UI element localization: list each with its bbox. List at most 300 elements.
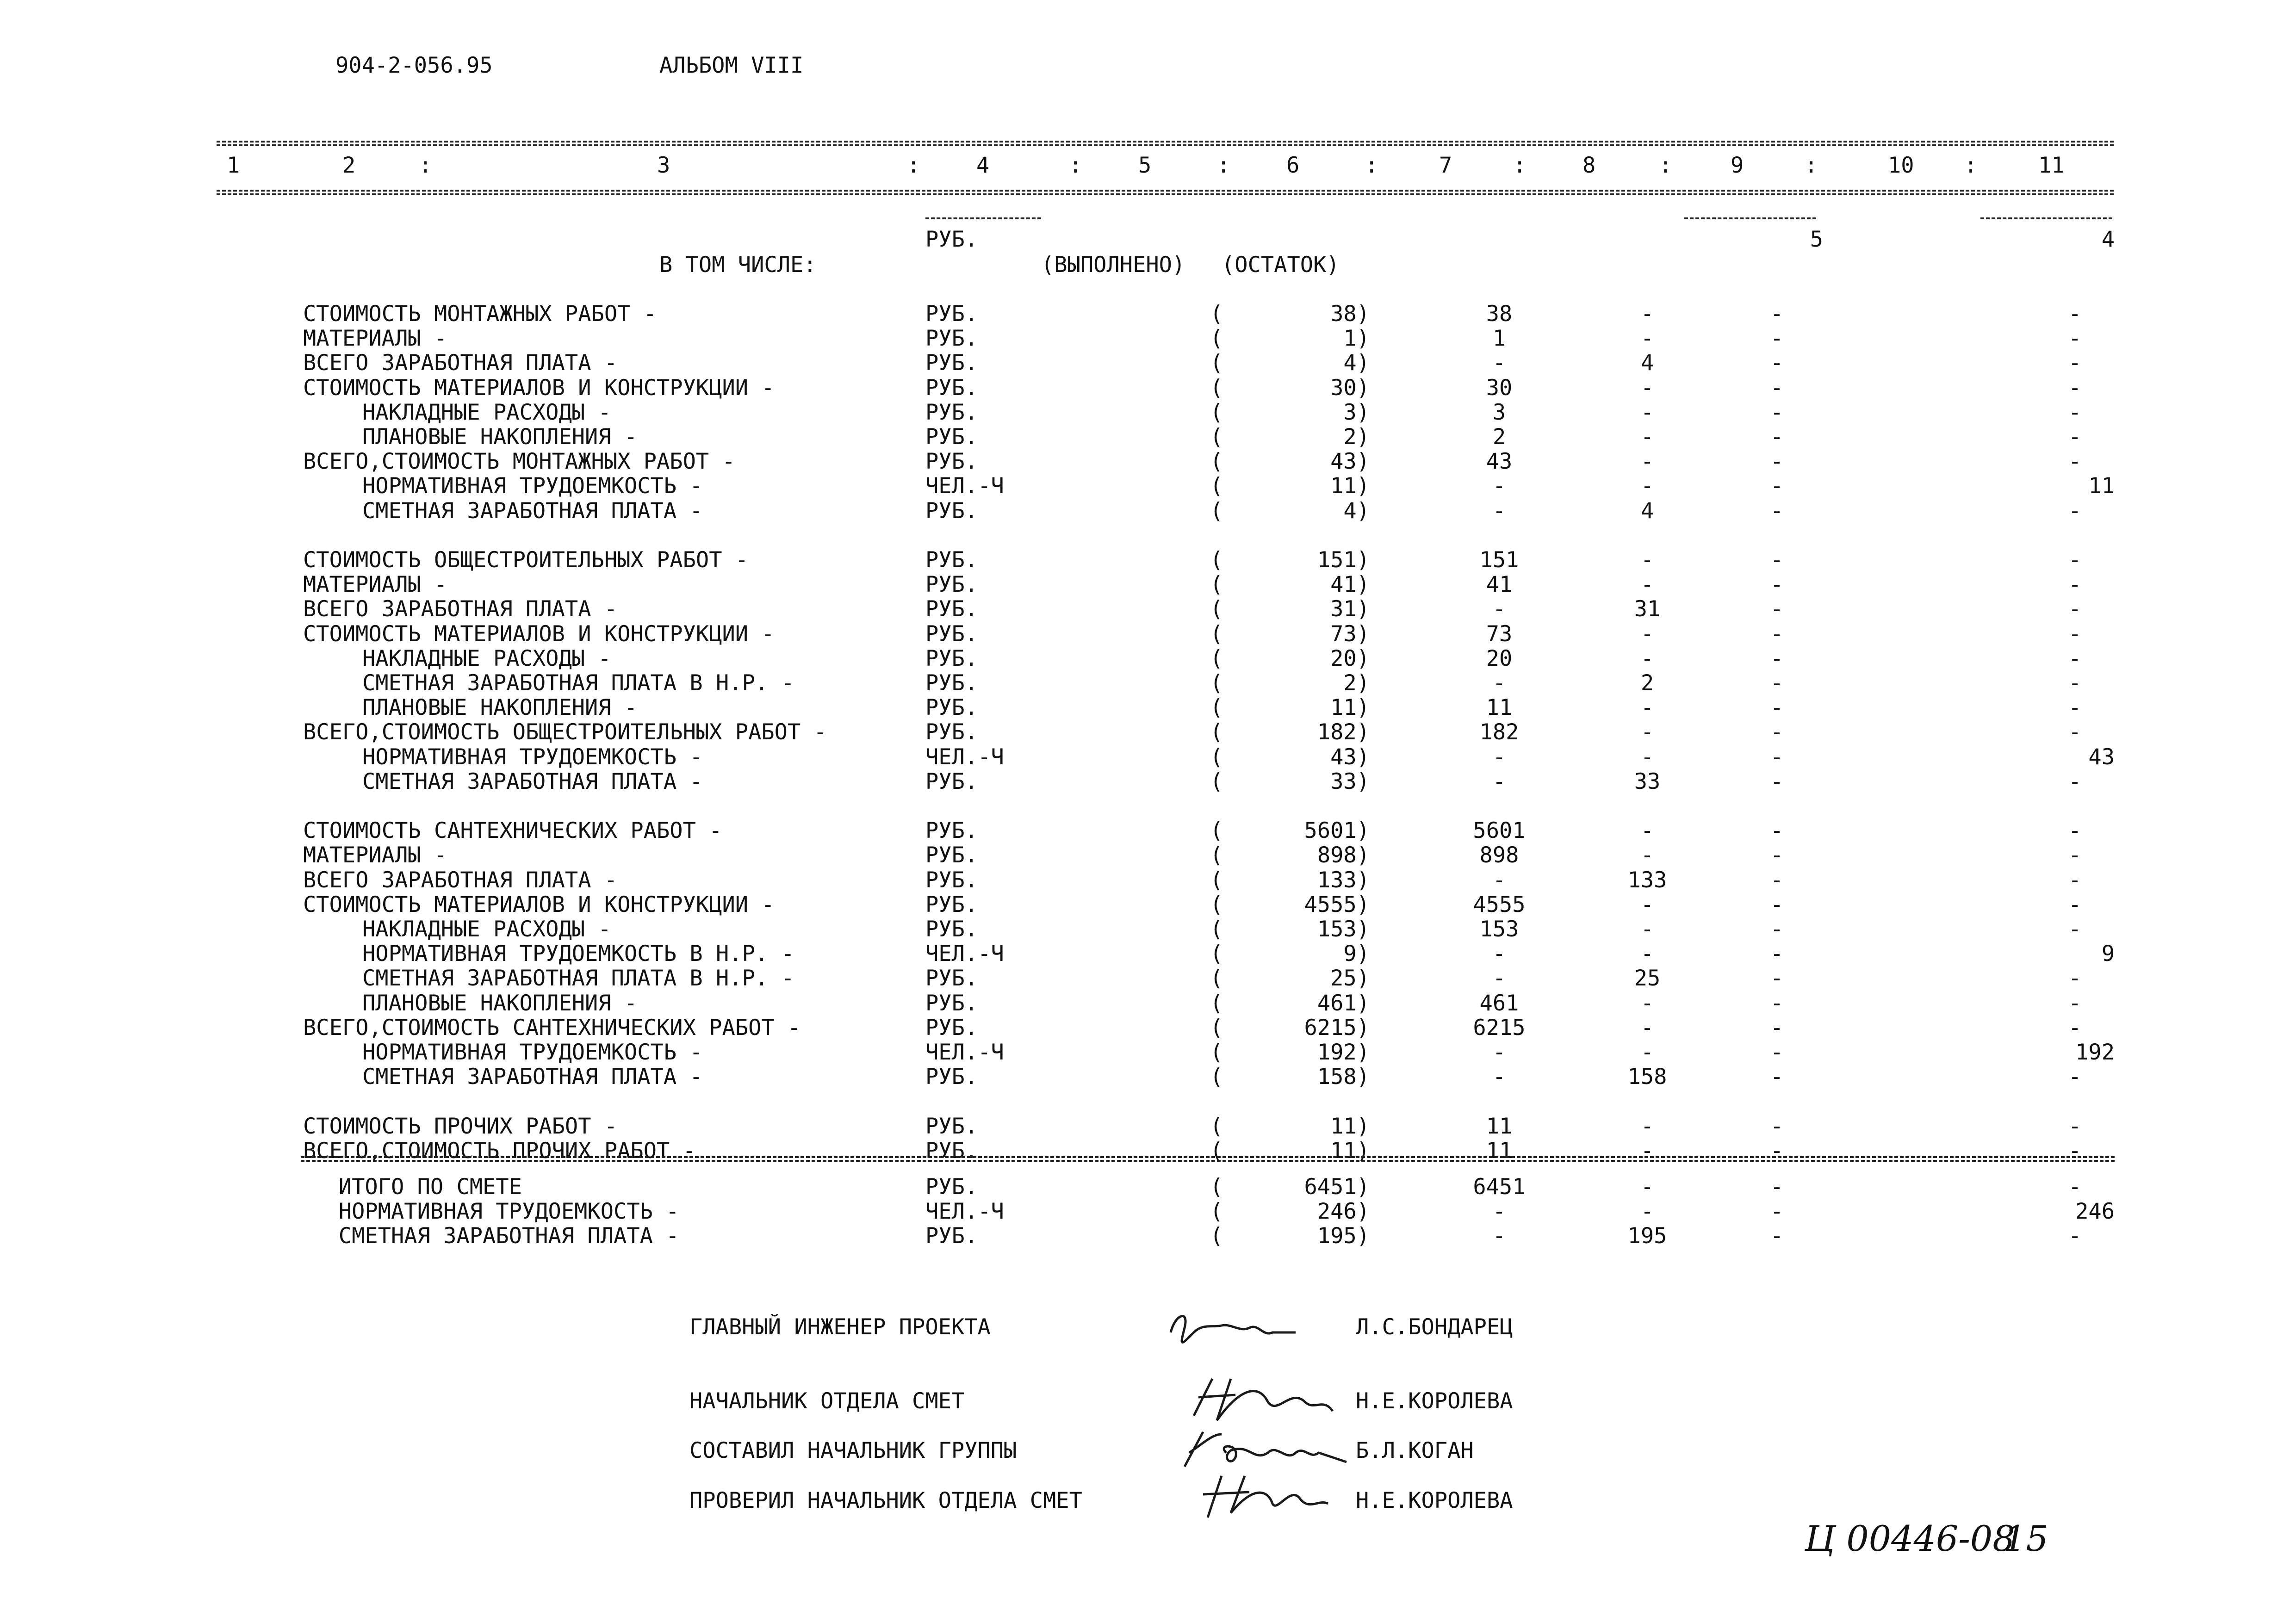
short-rule-col4 [925, 217, 1041, 219]
row-value-col8: 31 [1634, 596, 1661, 622]
column-number: 3 [657, 153, 670, 178]
row-value-col6: 246) [1317, 1199, 1370, 1225]
row-value-col7: 11 [1486, 695, 1513, 721]
row-value-col11: - [2068, 621, 2082, 647]
row-value-col7: 5601 [1473, 818, 1526, 844]
row-value-col11: - [2068, 547, 2082, 573]
row-bracket: ( [1210, 596, 1223, 622]
row-unit: РУБ. [925, 917, 978, 942]
row-name: ПЛАНОВЫЕ НАКОПЛЕНИЯ - [362, 990, 638, 1016]
row-name: ВСЕГО,СТОИМОСТЬ САНТЕХНИЧЕСКИХ РАБОТ - [303, 1015, 801, 1041]
row-value-col7: 4555 [1473, 892, 1526, 917]
column-separator: : [1659, 153, 1672, 178]
row-unit: РУБ. [925, 375, 978, 401]
row-value-col11: - [2068, 842, 2082, 868]
row-value-col8: - [1640, 399, 1654, 425]
signature-name: Н.Е.КОРОЛЕВА [1356, 1488, 1513, 1513]
row-name: ВСЕГО ЗАРАБОТНАЯ ПЛАТА - [303, 596, 618, 622]
row-value-col6: 43) [1330, 744, 1370, 770]
row-value-col7: - [1492, 768, 1506, 794]
row-value-col8: - [1640, 621, 1654, 647]
signature-koroleva-1 [1185, 1369, 1342, 1430]
row-value-col8: 4 [1640, 498, 1654, 524]
row-value-col11: - [2068, 867, 2082, 893]
top-unit: РУБ. [925, 227, 978, 252]
row-value-col9: - [1770, 1113, 1784, 1139]
row-value-col8: - [1640, 1138, 1654, 1164]
row-value-col8: 4 [1640, 350, 1654, 376]
column-number: 6 [1286, 153, 1300, 178]
row-bracket: ( [1210, 695, 1223, 721]
row-value-col7: 461 [1479, 990, 1519, 1016]
row-bracket: ( [1210, 1113, 1223, 1139]
row-unit: РУБ. [925, 1064, 978, 1090]
row-value-col11: - [2068, 498, 2082, 524]
row-unit: РУБ. [925, 1113, 978, 1139]
column-separator: : [1964, 153, 1978, 178]
row-value-col7: - [1492, 670, 1506, 696]
row-value-col8: 133 [1627, 867, 1667, 893]
row-name: МАТЕРИАЛЫ - [303, 842, 447, 868]
signature-koroleva-2 [1194, 1467, 1333, 1531]
row-unit: РУБ. [925, 596, 978, 622]
row-value-col7: 11 [1486, 1138, 1513, 1164]
row-value-col6: 192) [1317, 1040, 1370, 1065]
row-value-col7: 6215 [1473, 1015, 1526, 1041]
row-name: ВСЕГО,СТОИМОСТЬ МОНТАЖНЫХ РАБОТ - [303, 449, 735, 475]
row-bracket: ( [1210, 768, 1223, 794]
row-bracket: ( [1210, 818, 1223, 844]
row-value-col8: 25 [1634, 966, 1661, 991]
row-value-col6: 25) [1330, 966, 1370, 991]
row-value-col6: 30) [1330, 375, 1370, 401]
row-value-col11: - [2068, 375, 2082, 401]
top-value-col9: 5 [1810, 227, 1823, 252]
row-value-col11: - [2068, 768, 2082, 794]
row-bracket: ( [1210, 1223, 1223, 1249]
short-rule-col9 [1684, 217, 1816, 219]
column-number: 8 [1582, 153, 1596, 178]
row-value-col8: - [1640, 917, 1654, 942]
row-value-col9: - [1770, 941, 1784, 967]
column-separator: : [1365, 153, 1378, 178]
column-number: 2 [342, 153, 356, 178]
row-value-col8: - [1640, 892, 1654, 917]
row-unit: РУБ. [925, 719, 978, 745]
row-unit: РУБ. [925, 842, 978, 868]
row-value-col7: 6451 [1473, 1174, 1526, 1200]
row-value-col7: 20 [1486, 645, 1513, 671]
row-value-col6: 38) [1330, 301, 1370, 327]
row-value-col8: - [1640, 744, 1654, 770]
row-value-col8: - [1640, 941, 1654, 967]
signature-bondarets [1161, 1300, 1300, 1356]
subheader-rest: (ОСТАТОК) [1222, 252, 1340, 278]
short-rule-col11 [1980, 217, 2112, 219]
row-value-col11: - [2068, 892, 2082, 917]
row-name: НАКЛАДНЫЕ РАСХОДЫ - [362, 399, 611, 425]
row-value-col8: 195 [1627, 1223, 1667, 1249]
row-unit: РУБ. [925, 645, 978, 671]
row-value-col9: - [1770, 399, 1784, 425]
row-value-col8: - [1640, 572, 1654, 598]
row-value-col9: - [1770, 917, 1784, 942]
subheader-done: (ВЫПОЛНЕНО) [1041, 252, 1185, 278]
row-unit: ЧЕЛ.-Ч [925, 744, 1004, 770]
row-bracket: ( [1210, 1138, 1223, 1164]
column-separator: : [419, 153, 432, 178]
row-value-col8: - [1640, 473, 1654, 499]
row-value-col9: - [1770, 695, 1784, 721]
row-value-col11: - [2068, 818, 2082, 844]
row-value-col9: - [1770, 867, 1784, 893]
row-name: НОРМАТИВНАЯ ТРУДОЕМКОСТЬ - [362, 1040, 703, 1065]
document-code: 904-2-056.95 [335, 53, 493, 78]
row-value-col11: - [2068, 301, 2082, 327]
row-bracket: ( [1210, 1064, 1223, 1090]
row-value-col6: 41) [1330, 572, 1370, 598]
row-name: СМЕТНАЯ ЗАРАБОТНАЯ ПЛАТА - [362, 498, 703, 524]
row-unit: РУБ. [925, 670, 978, 696]
row-value-col9: - [1770, 719, 1784, 745]
row-unit: РУБ. [925, 498, 978, 524]
row-value-col11: - [2068, 399, 2082, 425]
row-value-col8: - [1640, 1040, 1654, 1065]
row-value-col6: 6215) [1304, 1015, 1370, 1041]
row-value-col7: - [1492, 1223, 1506, 1249]
row-value-col7: 898 [1479, 842, 1519, 868]
row-value-col6: 3) [1343, 399, 1370, 425]
row-name: ПЛАНОВЫЕ НАКОПЛЕНИЯ - [362, 424, 638, 450]
row-value-col9: - [1770, 670, 1784, 696]
row-value-col7: - [1492, 350, 1506, 376]
row-value-col9: - [1770, 498, 1784, 524]
row-value-col6: 73) [1330, 621, 1370, 647]
row-value-col11: 43 [2088, 744, 2115, 770]
totals-separator [301, 1160, 2115, 1162]
row-value-col8: - [1640, 449, 1654, 475]
row-bracket: ( [1210, 449, 1223, 475]
row-unit: РУБ. [925, 867, 978, 893]
row-value-col9: - [1770, 1040, 1784, 1065]
row-name: СТОИМОСТЬ МАТЕРИАЛОВ И КОНСТРУКЦИИ - [303, 621, 775, 647]
row-value-col11: - [2068, 695, 2082, 721]
column-separator: : [1217, 153, 1230, 178]
row-value-col6: 33) [1330, 768, 1370, 794]
album-label: АЛЬБОМ VIII [659, 53, 804, 78]
column-number: 10 [1888, 153, 1914, 178]
row-value-col8: - [1640, 301, 1654, 327]
row-value-col8: 2 [1640, 670, 1654, 696]
row-name: СМЕТНАЯ ЗАРАБОТНАЯ ПЛАТА В Н.Р. - [362, 966, 794, 991]
row-value-col8: - [1640, 645, 1654, 671]
signature-name: Б.Л.КОГАН [1356, 1438, 1474, 1463]
row-bracket: ( [1210, 498, 1223, 524]
row-name: СТОИМОСТЬ МОНТАЖНЫХ РАБОТ - [303, 301, 657, 327]
row-value-col7: 1 [1492, 326, 1506, 352]
header-bottom-rule-2 [217, 193, 2114, 195]
row-name: ВСЕГО ЗАРАБОТНАЯ ПЛАТА - [303, 867, 618, 893]
row-value-col6: 2) [1343, 670, 1370, 696]
signature-role: ПРОВЕРИЛ НАЧАЛЬНИК ОТДЕЛА СМЕТ [689, 1488, 1082, 1513]
row-unit: РУБ. [925, 892, 978, 917]
row-name: МАТЕРИАЛЫ - [303, 326, 447, 352]
row-value-col8: - [1640, 375, 1654, 401]
row-value-col8: - [1640, 424, 1654, 450]
row-bracket: ( [1210, 867, 1223, 893]
row-name: ВСЕГО,СТОИМОСТЬ ОБЩЕСТРОИТЕЛЬНЫХ РАБОТ - [303, 719, 827, 745]
row-value-col6: 2) [1343, 424, 1370, 450]
row-name: СМЕТНАЯ ЗАРАБОТНАЯ ПЛАТА - [338, 1223, 679, 1249]
row-bracket: ( [1210, 621, 1223, 647]
row-value-col7: - [1492, 473, 1506, 499]
row-unit: РУБ. [925, 1174, 978, 1200]
row-value-col11: - [2068, 1138, 2082, 1164]
top-value-col11: 4 [2101, 227, 2115, 252]
row-value-col9: - [1770, 1223, 1784, 1249]
signature-role: СОСТАВИЛ НАЧАЛЬНИК ГРУППЫ [689, 1438, 1017, 1463]
handwritten-page: 15 [2004, 1518, 2048, 1559]
signature-name: Н.Е.КОРОЛЕВА [1356, 1388, 1513, 1414]
row-value-col7: - [1492, 941, 1506, 967]
row-value-col11: - [2068, 917, 2082, 942]
row-name: ВСЕГО ЗАРАБОТНАЯ ПЛАТА - [303, 350, 618, 376]
row-value-col7: - [1492, 744, 1506, 770]
row-value-col6: 898) [1317, 842, 1370, 868]
row-value-col11: - [2068, 966, 2082, 991]
row-value-col8: - [1640, 695, 1654, 721]
row-bracket: ( [1210, 966, 1223, 991]
row-value-col9: - [1770, 1138, 1784, 1164]
row-value-col7: - [1492, 1199, 1506, 1225]
row-value-col9: - [1770, 375, 1784, 401]
row-name: СТОИМОСТЬ САНТЕХНИЧЕСКИХ РАБОТ - [303, 818, 722, 844]
row-value-col6: 11) [1330, 473, 1370, 499]
column-separator: : [1513, 153, 1527, 178]
row-value-col6: 1) [1343, 326, 1370, 352]
handwritten-code: Ц 00446-08 [1805, 1518, 2015, 1559]
row-value-col6: 4) [1343, 498, 1370, 524]
signature-role: ГЛАВНЫЙ ИНЖЕНЕР ПРОЕКТА [689, 1314, 991, 1340]
column-number: 11 [2038, 153, 2065, 178]
row-value-col8: - [1640, 842, 1654, 868]
column-number: 7 [1439, 153, 1452, 178]
row-value-col9: - [1770, 990, 1784, 1016]
row-value-col11: - [2068, 449, 2082, 475]
row-value-col11: - [2068, 326, 2082, 352]
row-name: СМЕТНАЯ ЗАРАБОТНАЯ ПЛАТА - [362, 1064, 703, 1090]
row-bracket: ( [1210, 350, 1223, 376]
row-value-col7: - [1492, 1064, 1506, 1090]
row-bracket: ( [1210, 301, 1223, 327]
row-bracket: ( [1210, 719, 1223, 745]
row-value-col8: - [1640, 990, 1654, 1016]
row-unit: РУБ. [925, 966, 978, 991]
row-value-col11: - [2068, 670, 2082, 696]
row-value-col9: - [1770, 1199, 1784, 1225]
row-name: СМЕТНАЯ ЗАРАБОТНАЯ ПЛАТА В Н.Р. - [362, 670, 794, 696]
row-value-col7: 41 [1486, 572, 1513, 598]
row-value-col7: 38 [1486, 301, 1513, 327]
row-name: ПЛАНОВЫЕ НАКОПЛЕНИЯ - [362, 695, 638, 721]
row-name: СТОИМОСТЬ МАТЕРИАЛОВ И КОНСТРУКЦИИ - [303, 375, 775, 401]
row-bracket: ( [1210, 399, 1223, 425]
row-bracket: ( [1210, 572, 1223, 598]
row-value-col8: - [1640, 547, 1654, 573]
row-unit: ЧЕЛ.-Ч [925, 941, 1004, 967]
row-value-col7: 182 [1479, 719, 1519, 745]
row-value-col6: 153) [1317, 917, 1370, 942]
row-value-col9: - [1770, 1064, 1784, 1090]
row-value-col8: - [1640, 1113, 1654, 1139]
header-bottom-rule [217, 190, 2114, 192]
row-value-col9: - [1770, 768, 1784, 794]
row-bracket: ( [1210, 892, 1223, 917]
row-value-col11: 246 [2075, 1199, 2115, 1225]
row-value-col9: - [1770, 424, 1784, 450]
row-name: НОРМАТИВНАЯ ТРУДОЕМКОСТЬ В Н.Р. - [362, 941, 794, 967]
row-name: СТОИМОСТЬ ПРОЧИХ РАБОТ - [303, 1113, 618, 1139]
column-separator: : [1805, 153, 1818, 178]
row-unit: РУБ. [925, 1138, 978, 1164]
row-value-col8: - [1640, 1015, 1654, 1041]
row-value-col9: - [1770, 892, 1784, 917]
row-value-col11: - [2068, 1223, 2082, 1249]
row-value-col11: 11 [2088, 473, 2115, 499]
row-value-col9: - [1770, 547, 1784, 573]
subheader-label: В ТОМ ЧИСЛЕ: [659, 252, 817, 278]
row-value-col8: - [1640, 818, 1654, 844]
row-value-col9: - [1770, 326, 1784, 352]
row-name: СТОИМОСТЬ МАТЕРИАЛОВ И КОНСТРУКЦИИ - [303, 892, 775, 917]
row-value-col7: 73 [1486, 621, 1513, 647]
row-name: НАКЛАДНЫЕ РАСХОДЫ - [362, 917, 611, 942]
row-name: ВСЕГО,СТОИМОСТЬ ПРОЧИХ РАБОТ - [303, 1138, 696, 1164]
row-value-col9: - [1770, 744, 1784, 770]
row-value-col9: - [1770, 818, 1784, 844]
row-bracket: ( [1210, 375, 1223, 401]
row-value-col9: - [1770, 350, 1784, 376]
row-name: НОРМАТИВНАЯ ТРУДОЕМКОСТЬ - [338, 1199, 679, 1225]
row-value-col11: - [2068, 990, 2082, 1016]
row-value-col11: - [2068, 350, 2082, 376]
row-name: СМЕТНАЯ ЗАРАБОТНАЯ ПЛАТА - [362, 768, 703, 794]
top-rule [217, 141, 2114, 142]
row-bracket: ( [1210, 744, 1223, 770]
row-value-col6: 4555) [1304, 892, 1370, 917]
row-value-col6: 20) [1330, 645, 1370, 671]
row-value-col9: - [1770, 1174, 1784, 1200]
row-value-col6: 195) [1317, 1223, 1370, 1249]
signature-name: Л.С.БОНДАРЕЦ [1356, 1314, 1513, 1340]
row-value-col7: 3 [1492, 399, 1506, 425]
row-bracket: ( [1210, 424, 1223, 450]
row-value-col11: - [2068, 1113, 2082, 1139]
row-value-col9: - [1770, 1015, 1784, 1041]
row-bracket: ( [1210, 1015, 1223, 1041]
row-unit: РУБ. [925, 621, 978, 647]
row-value-col8: - [1640, 326, 1654, 352]
totals-separator [301, 1156, 2115, 1158]
row-value-col8: - [1640, 1174, 1654, 1200]
row-value-col9: - [1770, 842, 1784, 868]
row-unit: РУБ. [925, 1223, 978, 1249]
row-value-col11: - [2068, 596, 2082, 622]
row-value-col7: 2 [1492, 424, 1506, 450]
row-value-col6: 158) [1317, 1064, 1370, 1090]
row-value-col6: 9) [1343, 941, 1370, 967]
row-value-col8: 33 [1634, 768, 1661, 794]
row-value-col11: - [2068, 1174, 2082, 1200]
row-unit: РУБ. [925, 695, 978, 721]
row-bracket: ( [1210, 842, 1223, 868]
row-value-col7: 151 [1479, 547, 1519, 573]
row-unit: РУБ. [925, 449, 978, 475]
row-unit: РУБ. [925, 1015, 978, 1041]
row-bracket: ( [1210, 326, 1223, 352]
row-value-col9: - [1770, 301, 1784, 327]
row-unit: РУБ. [925, 350, 978, 376]
row-bracket: ( [1210, 645, 1223, 671]
row-name: НОРМАТИВНАЯ ТРУДОЕМКОСТЬ - [362, 473, 703, 499]
row-name: ИТОГО ПО СМЕТЕ [338, 1174, 522, 1200]
row-unit: РУБ. [925, 424, 978, 450]
row-value-col8: - [1640, 1199, 1654, 1225]
row-value-col7: - [1492, 966, 1506, 991]
row-unit: РУБ. [925, 399, 978, 425]
row-name: МАТЕРИАЛЫ - [303, 572, 447, 598]
row-bracket: ( [1210, 473, 1223, 499]
column-number: 9 [1731, 153, 1744, 178]
row-value-col7: 43 [1486, 449, 1513, 475]
row-unit: ЧЕЛ.-Ч [925, 1199, 1004, 1225]
row-bracket: ( [1210, 670, 1223, 696]
row-value-col6: 151) [1317, 547, 1370, 573]
row-value-col11: 192 [2075, 1040, 2115, 1065]
row-value-col6: 133) [1317, 867, 1370, 893]
row-bracket: ( [1210, 1040, 1223, 1065]
row-value-col6: 31) [1330, 596, 1370, 622]
row-value-col9: - [1770, 449, 1784, 475]
row-value-col9: - [1770, 645, 1784, 671]
column-number: 1 [227, 153, 240, 178]
row-unit: РУБ. [925, 990, 978, 1016]
row-value-col8: - [1640, 719, 1654, 745]
row-value-col6: 4) [1343, 350, 1370, 376]
row-value-col7: - [1492, 867, 1506, 893]
row-name: СТОИМОСТЬ ОБЩЕСТРОИТЕЛЬНЫХ РАБОТ - [303, 547, 749, 573]
row-bracket: ( [1210, 1174, 1223, 1200]
row-value-col8: 158 [1627, 1064, 1667, 1090]
row-value-col6: 43) [1330, 449, 1370, 475]
row-unit: ЧЕЛ.-Ч [925, 473, 1004, 499]
row-value-col11: - [2068, 572, 2082, 598]
row-value-col6: 5601) [1304, 818, 1370, 844]
row-unit: РУБ. [925, 572, 978, 598]
row-bracket: ( [1210, 990, 1223, 1016]
column-separator: : [1069, 153, 1082, 178]
row-value-col11: - [2068, 1064, 2082, 1090]
row-value-col11: - [2068, 645, 2082, 671]
row-name: НОРМАТИВНАЯ ТРУДОЕМКОСТЬ - [362, 744, 703, 770]
row-value-col11: - [2068, 719, 2082, 745]
row-value-col7: 11 [1486, 1113, 1513, 1139]
row-value-col9: - [1770, 966, 1784, 991]
row-value-col9: - [1770, 572, 1784, 598]
top-rule-2 [217, 144, 2114, 146]
row-unit: РУБ. [925, 301, 978, 327]
row-unit: РУБ. [925, 547, 978, 573]
